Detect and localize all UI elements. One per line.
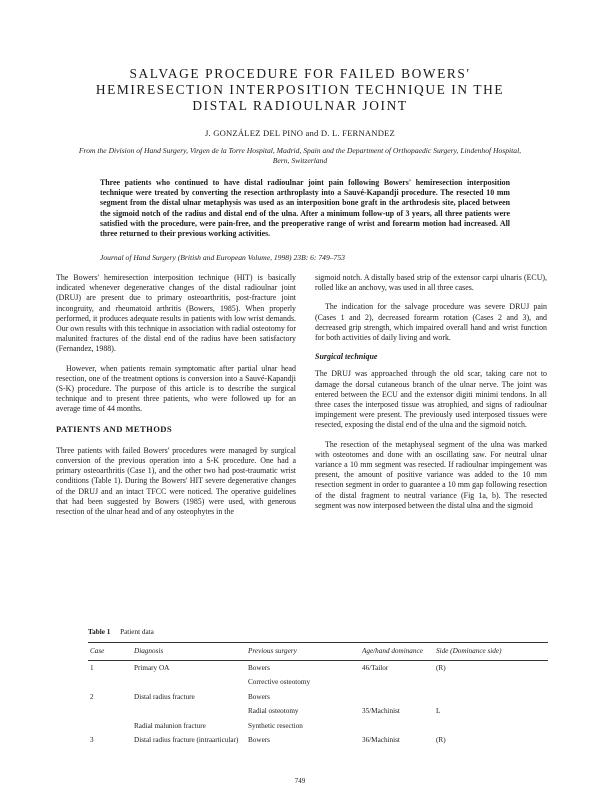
- cell-diagnosis: Primary OA: [134, 663, 170, 672]
- table-row: [88, 733, 548, 748]
- table-row: [88, 661, 548, 676]
- cell-previous: Bowers: [248, 736, 270, 745]
- cell-case: [88, 675, 132, 690]
- table-row: [88, 704, 548, 719]
- col-header-side: Side (Dominance side): [436, 647, 502, 655]
- cell-age: 35/Machinist: [362, 707, 400, 716]
- cell-age: [360, 690, 434, 705]
- left-column: [56, 273, 296, 526]
- technique-paragraph-2: The resection of the metaphyseal segment of the ulna was marked with osteotomes and done with an oscillating saw. For neutral ulnar variance a 10 mm segment was resected. If radioulnar impingement was present, the amount of positive variance was added to the 10 mm resection segment in order to guarantee a 10 mm gap following resection of the distal fragment to neutral variance (Fig 1a, b). The resected segment was now interposed between the distal ulna and the sigmoid: [315, 439, 547, 510]
- title-line-2: HEMIRESECTION INTERPOSITION TECHNIQUE IN THE: [95, 82, 505, 97]
- subheading-surgical-technique: Surgical technique: [315, 352, 378, 362]
- abstract: Three patients who continued to have distal radioulnar joint pain following Bowers' hemiresection interposition technique were treated by converting the resection arthroplasty into a Sauvé-Kapandji procedure. The resected 10 mm segment from the distal ulnar metaphysis was used as an interposition bone graft in the arthrodesis site, placed between the sigmoid notch of the radius and distal end of the ulna. After a minimum follow-up of 3 years, all three patients were satisfied with the procedure, were pain-free, and the preoperative range of wrist and forearm motion had increased. All three returned to their previous working activities.: [100, 178, 510, 239]
- technique-paragraph-1: The DRUJ was approached through the old scar, taking care not to damage the dorsal cutaneous branch of the ulnar nerve. The joint was entered between the ECU and the extensor digiti minimi tendons. In all three cases the interposed tissue was atrophied, and signs of radioulnar impingement were present. The previously used interposed tissues were resected, exposing the distal end of the ulna and the sigmoid notch.: [315, 369, 547, 430]
- page-number: 749: [294, 777, 306, 785]
- indication-paragraph: The indication for the salvage procedure was severe DRUJ pain (Cases 1 and 2), decreased forearm rotation (Cases 2 and 3), and decreased grip strength, which impaired overall hand and wrist function for both activities of daily living and work.: [315, 302, 547, 343]
- cell-previous: Bowers: [248, 663, 270, 672]
- cell-side: [434, 690, 548, 705]
- cell-diagnosis: [132, 704, 246, 719]
- cell-previous: Bowers: [248, 692, 270, 701]
- cell-diagnosis: Radial malunion fracture: [134, 721, 206, 730]
- section-heading: PATIENTS AND METHODS: [56, 423, 173, 434]
- continuation-paragraph: sigmoid notch. A distally based strip of the extensor carpi ulnaris (ECU), rolled like an anchovy, was used in all three cases.: [315, 273, 547, 293]
- title-line-1: SALVAGE PROCEDURE FOR FAILED BOWERS': [129, 66, 471, 81]
- cell-age: [360, 675, 434, 690]
- cell-diagnosis: Distal radius fracture: [134, 692, 195, 701]
- affiliation: From the Division of Hand Surgery, Virgen de la Torre Hospital, Madrid, Spain and the Department of Orthopaedic Surgery, Lindenhof Hospital, Bern, Switzerland: [78, 146, 522, 165]
- authors: J. GONZÁLEZ DEL PINO and D. L. FERNANDEZ: [204, 128, 396, 138]
- cell-age: [360, 719, 434, 734]
- article-title: [60, 66, 540, 114]
- cell-case: 1: [90, 663, 94, 672]
- table-row: [88, 690, 548, 705]
- col-header-diagnosis: Diagnosis: [134, 647, 164, 655]
- col-header-previous-surgery: Previous surgery: [248, 647, 297, 655]
- cell-case: 2: [90, 692, 94, 701]
- cell-side: (R): [436, 663, 446, 672]
- cell-case: [88, 719, 132, 734]
- cell-side: (R): [436, 736, 446, 745]
- intro-paragraph-1: The Bowers' hemiresection interposition technique (HIT) is basically indicated whenever degenerative changes of the distal radioulnar joint (DRUJ) are present due to primary osteoarthritis, post-fracture joint incongruity, and rheumatoid arthritis (Bowers, 1985). When properly performed, it produces adequate results in patients with low wrist demands. Our own results with this technique in association with radial osteotomy for malunited fractures of the distal end of the radius have been satisfactory (Fernandez, 1988).: [56, 273, 296, 354]
- cell-side: [434, 719, 548, 734]
- right-column: [315, 273, 547, 520]
- intro-paragraph-2: However, when patients remain symptomatic after partial ulnar head resection, one of the treatment options is conversion into a Sauvé-Kapandji (S-K) procedure. The purpose of this article is to describe the surgical technique and to present three patients, who were followed up for an average time of 44 months.: [56, 363, 296, 414]
- cell-side: [434, 675, 548, 690]
- cell-previous: Synthetic resection: [248, 721, 303, 730]
- cell-diagnosis: [132, 675, 246, 690]
- title-line-3: DISTAL RADIOULNAR JOINT: [192, 98, 408, 113]
- patient-data-table: [88, 628, 548, 748]
- table-header-row: [88, 643, 548, 660]
- cell-age: 46/Tailor: [362, 663, 389, 672]
- table-label: Table 1: [88, 628, 111, 636]
- cell-previous: Corrective osteotomy: [248, 678, 311, 687]
- cell-diagnosis: Distal radius fracture (intraarticular): [134, 736, 239, 745]
- col-header-case: Case: [90, 647, 105, 655]
- col-header-age: Age/hand dominance: [362, 647, 423, 655]
- methods-paragraph: Three patients with failed Bowers' procedures were managed by surgical conversion of the previous operation into a S-K procedure. One had a primary osteoarthritis (Case 1), and the other two had post-traumatic wrist conditions (Table 1). During the Bowers' HIT severe degenerative changes of the DRUJ and an intact TFCC were noticed. The operative guidelines that had been suggested by Bowers (1985) were used, with generous resection of the ulnar head and of any osteophytes in the: [56, 445, 296, 517]
- cell-previous: Radial osteotomy: [248, 707, 299, 716]
- cell-case: 3: [90, 736, 94, 745]
- cell-age: 36/Machinist: [362, 736, 400, 745]
- journal-citation: Journal of Hand Surgery (British and European Volume, 1998) 23B: 6: 749–753: [100, 253, 345, 262]
- cell-case: [88, 704, 132, 719]
- table: [88, 643, 548, 748]
- table-row: [88, 719, 548, 734]
- table-title: Patient data: [120, 628, 154, 636]
- table-row: [88, 675, 548, 690]
- table-caption: [88, 628, 548, 636]
- cell-side: L: [436, 707, 441, 716]
